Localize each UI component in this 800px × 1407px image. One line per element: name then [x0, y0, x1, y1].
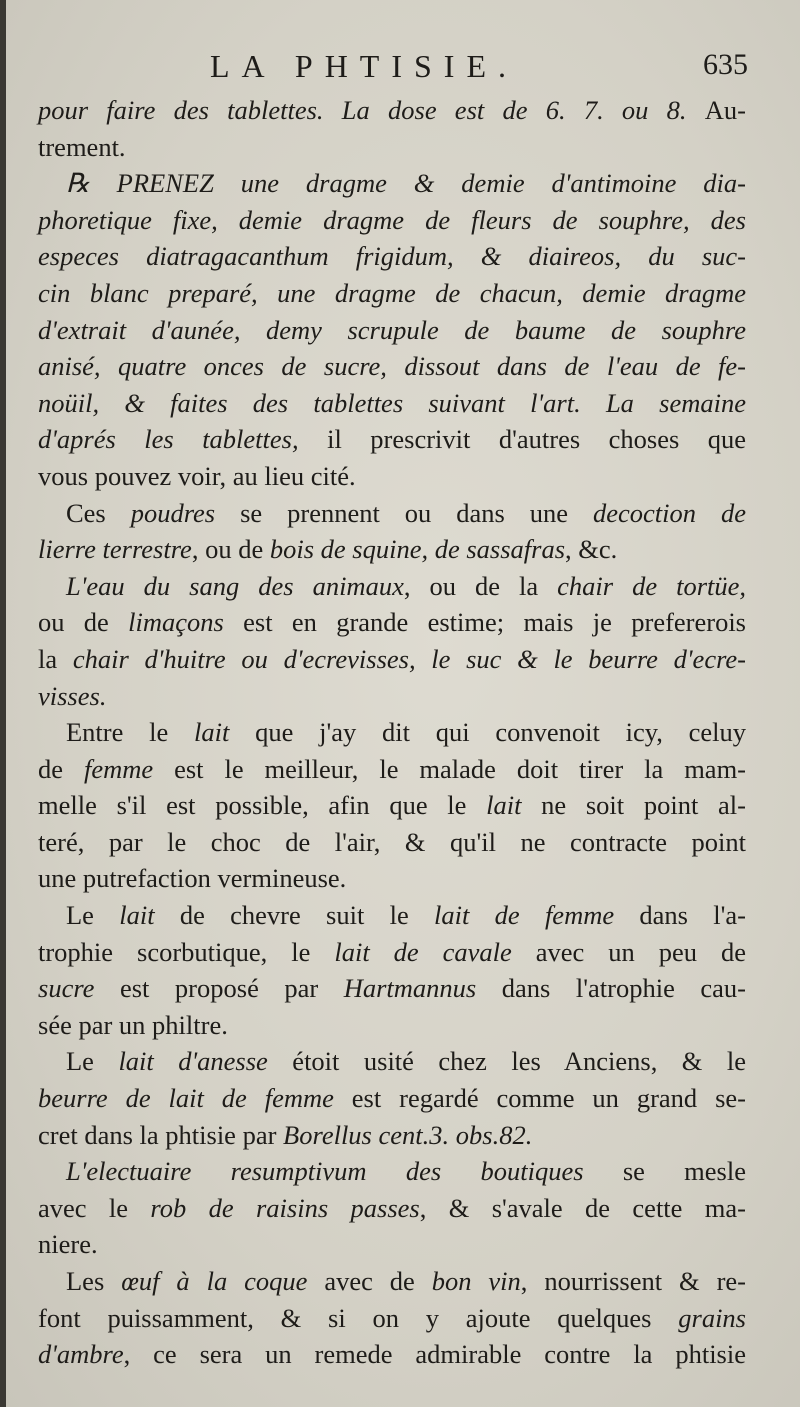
italic-text: anisé, quatre onces de sucre, dissout dans de l'eau de fe- — [38, 351, 746, 382]
text-line — [38, 970, 746, 1007]
text-line — [38, 1263, 746, 1300]
text-line — [38, 1190, 746, 1227]
text-line — [38, 421, 746, 458]
italic-text: L'eau du sang des animaux — [66, 570, 404, 601]
italic-text: œuf à la coque — [121, 1266, 308, 1296]
roman-text: avec de — [307, 1266, 432, 1296]
roman-text: vous pouvez voir, au lieu cité. — [38, 460, 356, 491]
roman-text: Le — [66, 900, 120, 931]
text-line — [38, 531, 746, 568]
text-line — [38, 1226, 746, 1263]
roman-text: est proposé par — [94, 973, 344, 1004]
roman-text: dans l'a- — [614, 900, 746, 931]
roman-text: avec le — [38, 1192, 151, 1223]
italic-text: lait — [194, 717, 230, 748]
text-line — [38, 312, 746, 349]
italic-text: limaçons — [128, 607, 224, 638]
roman-text: Au- — [704, 95, 746, 125]
roman-text: , ce sera un remede admirable contre la phtisie — [123, 1339, 746, 1370]
italic-text: L'electuaire resumptivum des boutiques — [66, 1156, 584, 1187]
roman-text: ou de — [38, 607, 129, 638]
italic-text: chair d'huitre ou d'ecrevisses, le suc & le beurre d'ecre- — [72, 643, 746, 674]
page-header — [210, 48, 748, 90]
italic-text: Hartmannus — [343, 973, 477, 1004]
italic-text: decoction de — [593, 497, 746, 528]
roman-text: est en grande estime; mais je prefererois — [223, 607, 746, 638]
italic-text: lait — [486, 790, 522, 821]
roman-text: se prennent ou dans une — [215, 497, 594, 528]
text-line — [38, 1043, 746, 1080]
roman-text: cret dans la phtisie par — [38, 1119, 284, 1150]
roman-text: de — [38, 753, 84, 784]
italic-text: lait de cavale — [334, 936, 512, 967]
roman-text: Ces — [66, 497, 131, 528]
roman-text: se mesle — [583, 1156, 746, 1187]
roman-text: , ou de — [191, 534, 270, 565]
text-line — [38, 824, 746, 861]
page-binding-edge — [0, 0, 6, 1407]
roman-text: étoit usité chez les Anciens, & le — [267, 1046, 747, 1077]
italic-text: noüil, & faites des tablettes suivant l'art. La semaine — [38, 387, 746, 418]
roman-text: Entre le — [66, 717, 195, 748]
italic-text: especes diatragacanthum frigidum, & diaireos, du suc- — [38, 241, 746, 272]
text-line — [38, 1336, 746, 1373]
italic-text: pour faire des tablettes. La dose est de 6. 7. ou 8. — [38, 95, 705, 125]
italic-text: poudres — [130, 497, 216, 528]
italic-text: beurre de lait de femme — [38, 1083, 334, 1114]
text-line — [38, 348, 746, 385]
roman-text: avec un peu de — [511, 936, 747, 967]
text-line — [38, 934, 746, 971]
text-line — [38, 129, 746, 166]
text-line — [38, 1007, 746, 1044]
italic-text: visses. — [38, 680, 107, 711]
roman-text: , &c. — [565, 534, 618, 565]
roman-text: que j'ay dit qui convenoit icy, celuy — [229, 717, 746, 748]
italic-text: femme — [83, 753, 154, 784]
roman-text: ne soit point al- — [521, 790, 746, 821]
text-line — [38, 604, 746, 641]
text-line — [38, 495, 746, 532]
page-number: 635 — [703, 48, 748, 81]
italic-text: ℞ PRENEZ une dragme & demie d'antimoine dia- — [66, 168, 746, 199]
italic-text: grains — [678, 1302, 746, 1333]
text-line — [38, 275, 746, 312]
text-line — [38, 897, 746, 934]
roman-text: , & s'avale de cette ma- — [419, 1192, 746, 1223]
roman-text: niere. — [38, 1229, 98, 1260]
text-line — [38, 678, 746, 715]
text-line — [38, 860, 746, 897]
text-line — [38, 1080, 746, 1117]
text-line — [38, 202, 746, 239]
text-line — [38, 458, 746, 495]
text-line — [38, 787, 746, 824]
roman-text: il prescrivit d'autres choses que — [327, 424, 747, 455]
roman-text: melle s'il est possible, afin que le — [38, 790, 487, 821]
italic-text: lierre terrestre — [38, 534, 192, 565]
italic-text: cin blanc preparé, une dragme de chacun, demie dragme — [38, 277, 746, 308]
text-line — [38, 238, 746, 275]
text-line — [38, 385, 746, 422]
italic-text: lait d'anesse — [118, 1046, 268, 1077]
roman-text: , ou de la — [403, 570, 558, 601]
roman-text: teré, par le choc de l'air, & qu'il ne contracte point — [38, 826, 746, 857]
italic-text: d'extrait d'aunée, demy scrupule de baume de souphre — [38, 314, 746, 345]
italic-text: d'aprés les tablettes, — [38, 424, 328, 455]
italic-text: lait — [119, 900, 155, 931]
text-line — [38, 1153, 746, 1190]
text-line — [38, 751, 746, 788]
italic-text: rob de raisins passes — [150, 1192, 420, 1223]
italic-text: bois de squine, de sassafras — [269, 534, 566, 565]
roman-text: de chevre suit le — [154, 900, 435, 931]
text-line — [38, 641, 746, 678]
roman-text: font puissamment, & si on y ajoute quelques — [38, 1302, 679, 1333]
roman-text: Le — [66, 1046, 119, 1077]
italic-text: bon vin — [431, 1266, 521, 1296]
roman-text: dans l'atrophie cau- — [476, 973, 746, 1004]
text-line — [38, 1117, 746, 1154]
roman-text: la — [38, 643, 73, 674]
italic-text: Borellus cent.3. obs.82. — [283, 1119, 533, 1150]
text-line — [38, 568, 746, 605]
italic-text: lait de femme — [434, 900, 615, 931]
roman-text: Les — [66, 1266, 122, 1296]
text-line — [38, 1300, 746, 1337]
italic-text: phoretique fixe, demie dragme de fleurs de souphre, des — [38, 204, 746, 235]
roman-text: sée par un philtre. — [38, 1009, 228, 1040]
text-line — [38, 165, 746, 202]
roman-text: , nourrissent & re- — [520, 1266, 746, 1296]
roman-text: trement. — [38, 131, 126, 162]
italic-text: chair de tortüe, — [557, 570, 747, 601]
text-line — [38, 714, 746, 751]
running-title: LA PHTISIE. — [210, 48, 518, 84]
italic-text: sucre — [38, 973, 95, 1004]
roman-text: une putrefaction vermineuse. — [38, 863, 347, 894]
roman-text: est le meilleur, le malade doit tirer la mam- — [153, 753, 747, 784]
roman-text: est regardé comme un grand se- — [333, 1083, 746, 1114]
body-text — [38, 92, 746, 1373]
text-line — [38, 92, 746, 129]
italic-text: d'ambre — [38, 1339, 124, 1370]
roman-text: trophie scorbutique, le — [38, 936, 335, 967]
